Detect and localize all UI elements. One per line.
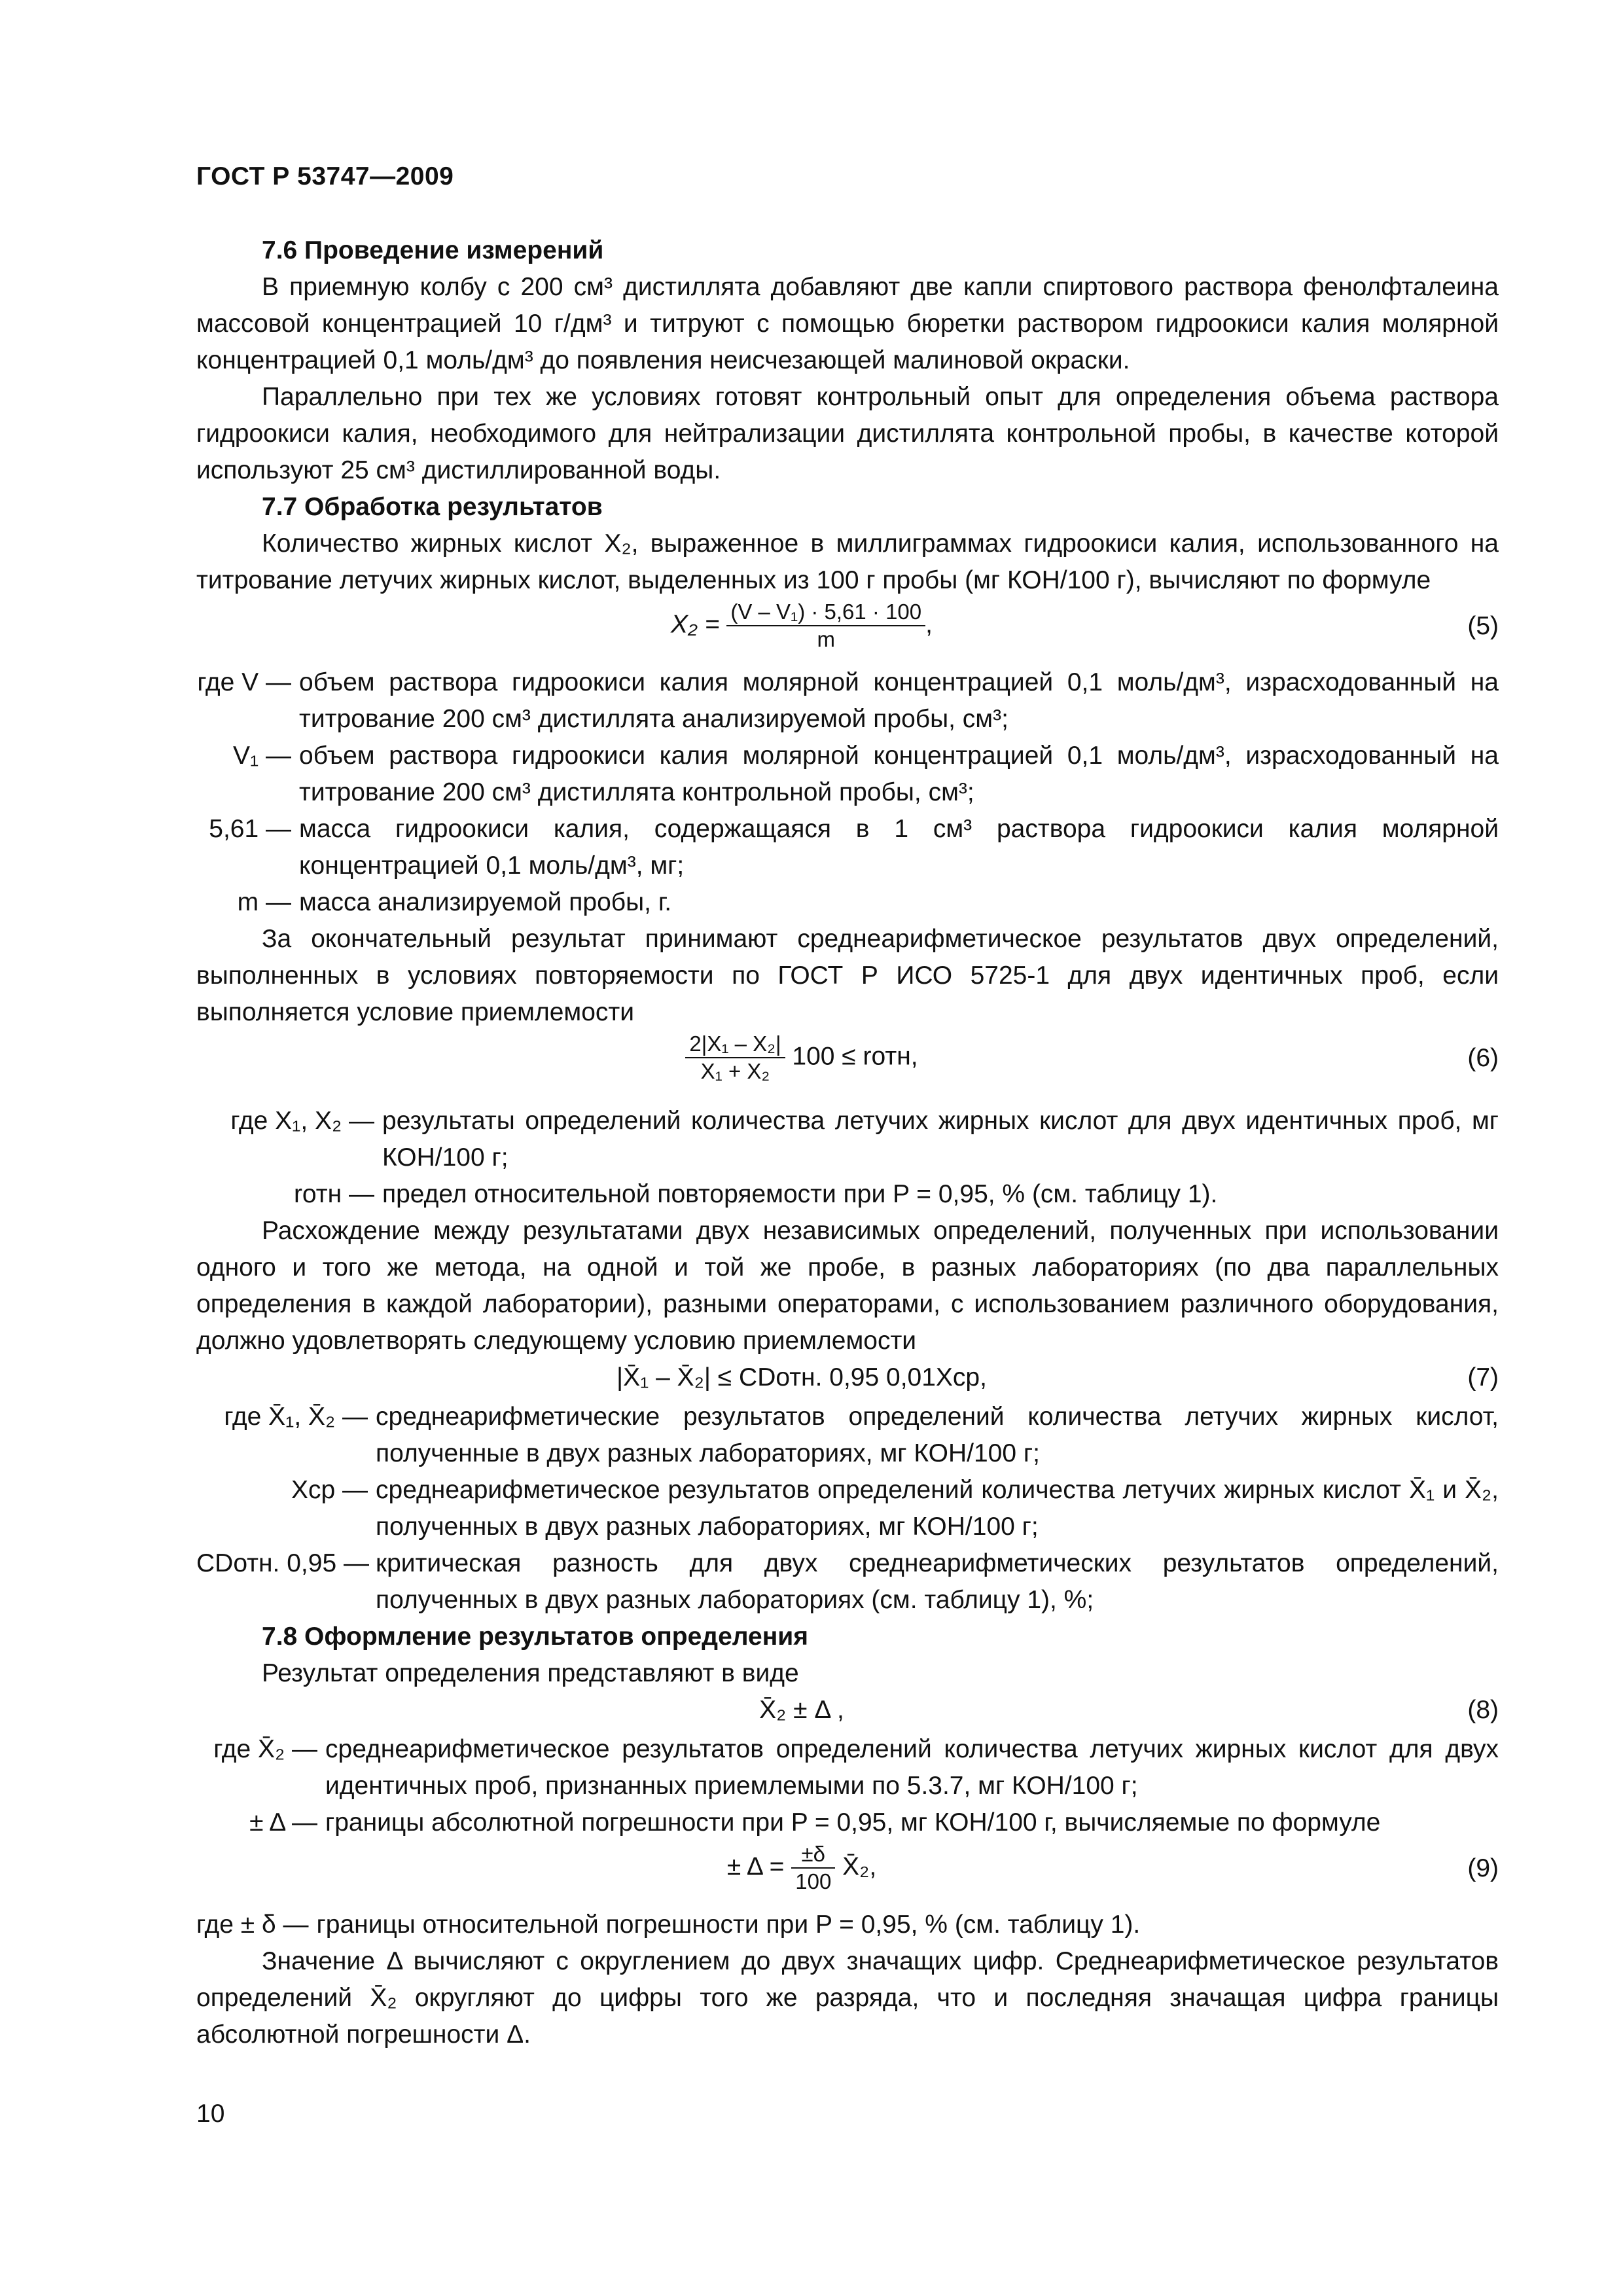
formula-fraction (726, 599, 925, 653)
definition-text: среднеарифметическое результатов определений количества летучих жирных кислот X̄₁ и X̄₂, полученных в двух разных лабораториях, мг КОН/100 г; (376, 1476, 1499, 1541)
formula-tail: X̄₂, (842, 1852, 877, 1881)
definition-text: среднеарифметические результатов определений количества летучих жирных кислот, полученные в двух разных лабораториях, мг КОН/100 г; (376, 1403, 1499, 1467)
definition-key: где X̄₂ — (213, 1735, 317, 1763)
definition-item (196, 1545, 1499, 1619)
paragraph: Расхождение между результатами двух независимых определений, полученных при использовании одного и того же метода, на одной и той же пробе, в разных лабораториях (по два параллельных определения в каждой лаборатории), разными операторами, с использованием различного оборудования, должно удовлетворять следующему условию приемлемости (196, 1217, 1499, 1355)
definition-text: объем раствора гидроокиси калия молярной концентрацией 0,1 моль/дм³, израсходованный на титрование 200 см³ дистиллята анализируемой пробы, см³; (299, 668, 1499, 733)
formula-denominator: X₁ + X₂ (700, 1059, 770, 1083)
formula-7 (196, 1359, 1499, 1399)
definition-key: где V — (197, 668, 291, 696)
definitions-list (196, 1907, 1499, 1943)
definition-item (196, 1731, 1499, 1804)
formula-numerator: ±δ (791, 1841, 835, 1869)
definition-text: границы абсолютной погрешности при P = 0,95, мг КОН/100 г, вычисляемые по формуле (325, 1808, 1381, 1837)
definition-item (196, 1176, 1499, 1213)
definition-key: CDотн. 0,95 — (196, 1549, 369, 1577)
formula-tail: 100 ≤ rотн, (792, 1042, 918, 1071)
formula-number: (6) (1467, 1044, 1499, 1072)
paragraph: Значение Δ вычисляют с округлением до двух значащих цифр. Среднеарифметическое результатов определений X̄₂ округляют до цифры того же разряда, что и последняя значащая цифра границы абсолютной погрешности Δ. (196, 1947, 1499, 2049)
definition-text: среднеарифметическое результатов определений количества летучих жирных кислот для двух идентичных проб, признанных приемлемыми по 5.3.7, мг КОН/100 г; (325, 1735, 1499, 1800)
formula-denominator: m (817, 627, 835, 651)
definition-text: масса анализируемой пробы, г. (299, 888, 672, 916)
formula-fraction (791, 1841, 835, 1895)
formula-8 (196, 1692, 1499, 1731)
formula-numerator: (V – V₁) · 5,61 · 100 (726, 599, 925, 626)
definition-key: где X₁, X₂ — (230, 1107, 374, 1135)
paragraph: Параллельно при тех же условиях готовят контрольный опыт для определения объема раствора гидроокиси калия, необходимого для нейтрализации дистиллята контрольной пробы, в качестве которой используют 25 см³ дистиллированной воды. (196, 383, 1499, 484)
definition-text: предел относительной повторяемости при P = 0,95, % (см. таблицу 1). (382, 1180, 1218, 1208)
definition-text: критическая разность для двух среднеарифметических результатов определений, полученных в двух разных лабораториях (см. таблицу 1), %; (376, 1549, 1499, 1614)
definition-key: rотн — (293, 1180, 374, 1208)
definition-item (196, 664, 1499, 738)
definition-key: 5,61 — (209, 815, 291, 843)
section-heading-7-6: 7.6 Проведение измерений (262, 236, 604, 264)
formula-lhs: ± Δ = (726, 1852, 785, 1881)
formula-6 (196, 1031, 1499, 1103)
formula-denominator: 100 (795, 1869, 832, 1893)
definition-item (196, 1399, 1499, 1472)
definition-item (196, 1804, 1499, 1841)
document-header: ГОСТ Р 53747—2009 (196, 162, 454, 190)
formula-fraction (685, 1031, 785, 1085)
paragraph: Количество жирных кислот X₂, выраженное в миллиграммах гидроокиси калия, использованного на титрование летучих жирных кислот, выделенных из 100 г пробы (мг КОН/100 г), вычисляют по формуле (196, 529, 1499, 594)
formula-expression: X̄₂ ± Δ , (759, 1696, 844, 1724)
definitions-list (196, 1731, 1499, 1841)
paragraph: Результат определения представляют в виде (262, 1659, 799, 1687)
definition-key: V₁ — (232, 742, 291, 770)
definition-item (196, 1103, 1499, 1176)
page-number: 10 (196, 2100, 225, 2128)
definition-item (196, 811, 1499, 884)
definition-item (196, 884, 1499, 921)
section-heading-7-7: 7.7 Обработка результатов (262, 493, 603, 521)
definition-item (196, 738, 1499, 811)
formula-9 (196, 1841, 1499, 1907)
definitions-list (196, 1103, 1499, 1213)
formula-number: (5) (1467, 612, 1499, 640)
definition-item (196, 1472, 1499, 1545)
formula-lhs: X₂ = (671, 610, 720, 639)
definition-key: где ± δ — (196, 1910, 309, 1939)
document-page (196, 0, 1499, 2296)
formula-number: (7) (1467, 1363, 1499, 1391)
formula-numerator: 2|X₁ – X₂| (685, 1031, 785, 1058)
formula-expression: |X̄₁ – X̄₂| ≤ CDотн. 0,95 0,01Xср, (616, 1363, 987, 1391)
definition-key: Xср — (291, 1476, 368, 1504)
definition-text: объем раствора гидроокиси калия молярной концентрацией 0,1 моль/дм³, израсходованный на титрование 200 см³ дистиллята контрольной пробы, см³; (299, 742, 1499, 806)
definition-text: масса гидроокиси калия, содержащаяся в 1 см³ раствора гидроокиси калия молярной концентрацией 0,1 моль/дм³, мг; (299, 815, 1499, 880)
formula-number: (8) (1467, 1696, 1499, 1724)
definitions-list (196, 664, 1499, 921)
definition-item (196, 1907, 1499, 1943)
definition-key: ± Δ — (249, 1808, 317, 1837)
definition-key: m — (237, 888, 291, 916)
definitions-list (196, 1399, 1499, 1619)
paragraph: За окончательный результат принимают среднеарифметическое результатов двух определений, выполненных в условиях повторяемости по ГОСТ Р ИСО 5725-1 для двух идентичных проб, если выполняется условие приемлемости (196, 925, 1499, 1026)
formula-tail: , (925, 610, 933, 639)
document-body (196, 232, 1499, 2053)
definition-text: результаты определений количества летучих жирных кислот для двух идентичных проб, мг КОН/100 г; (382, 1107, 1499, 1172)
section-heading-7-8: 7.8 Оформление результатов определения (262, 1623, 808, 1651)
paragraph: В приемную колбу с 200 см³ дистиллята добавляют две капли спиртового раствора фенолфталеина массовой концентрацией 10 г/дм³ и титруют с помощью бюретки раствором гидроокиси калия молярной концентрацией 0,1 моль/дм³ до появления неисчезающей малиновой окраски. (196, 273, 1499, 374)
formula-5 (196, 599, 1499, 664)
definition-text: границы относительной погрешности при P = 0,95, % (см. таблицу 1). (316, 1910, 1141, 1939)
formula-number: (9) (1467, 1854, 1499, 1882)
definition-key: где X̄₁, X̄₂ — (224, 1403, 368, 1431)
